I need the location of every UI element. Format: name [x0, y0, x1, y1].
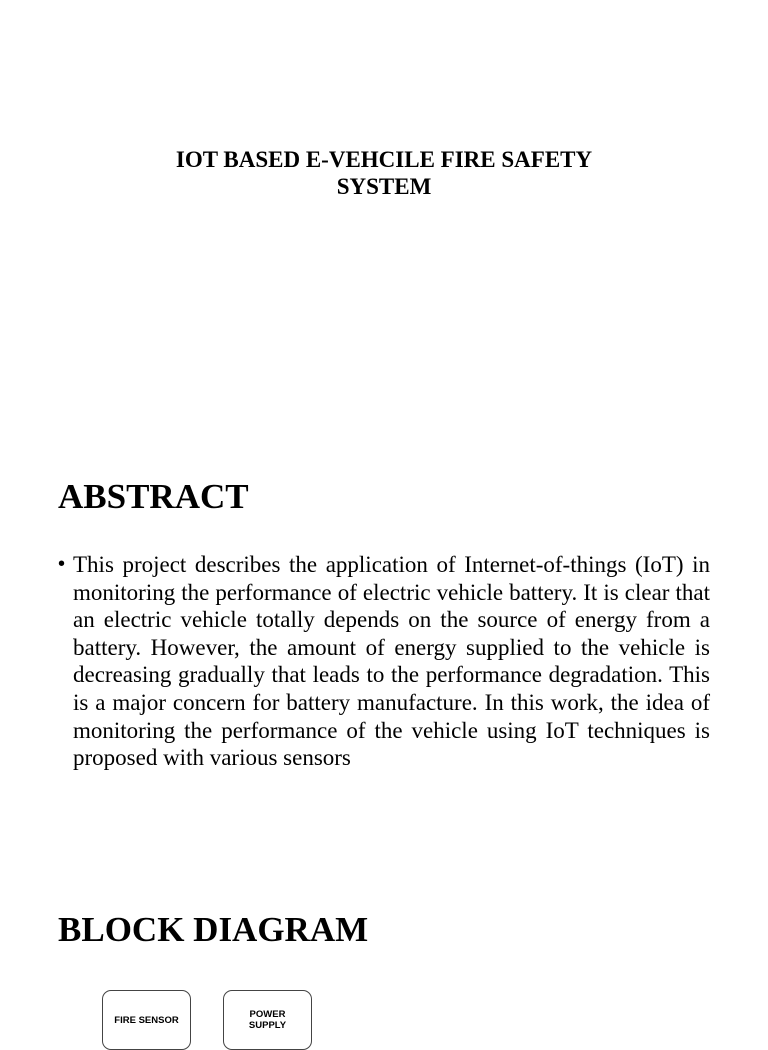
abstract-bullet-item	[58, 551, 710, 772]
title-line-2: SYSTEM	[336, 174, 432, 199]
bullet-icon: •	[58, 553, 66, 575]
abstract-text: This project describes the application of Internet-of-things (IoT) in monitoring the performance of electric vehicle battery. It is clear that an electric vehicle totally depends on the source of energy from a battery. However, the amount of energy supplied to the vehicle is decreasing gradually that leads to the performance degradation. This is a major concern for battery manufacture. In this work, the idea of monitoring the performance of the vehicle using IoT techniques is proposed with various sensors	[73, 552, 710, 771]
fire-sensor-label: FIRE SENSOR	[114, 1015, 179, 1026]
power-supply-label-line-1: POWER	[249, 1009, 286, 1020]
power-supply-block	[223, 990, 312, 1050]
title-line-1: IOT BASED E-VEHCILE FIRE SAFETY	[175, 147, 593, 172]
power-supply-label-line-2: SUPPLY	[248, 1020, 287, 1031]
page-title	[100, 146, 668, 200]
abstract-heading: ABSTRACT	[58, 477, 249, 516]
block-diagram-heading: BLOCK DIAGRAM	[58, 910, 369, 949]
fire-sensor-block	[102, 990, 191, 1050]
